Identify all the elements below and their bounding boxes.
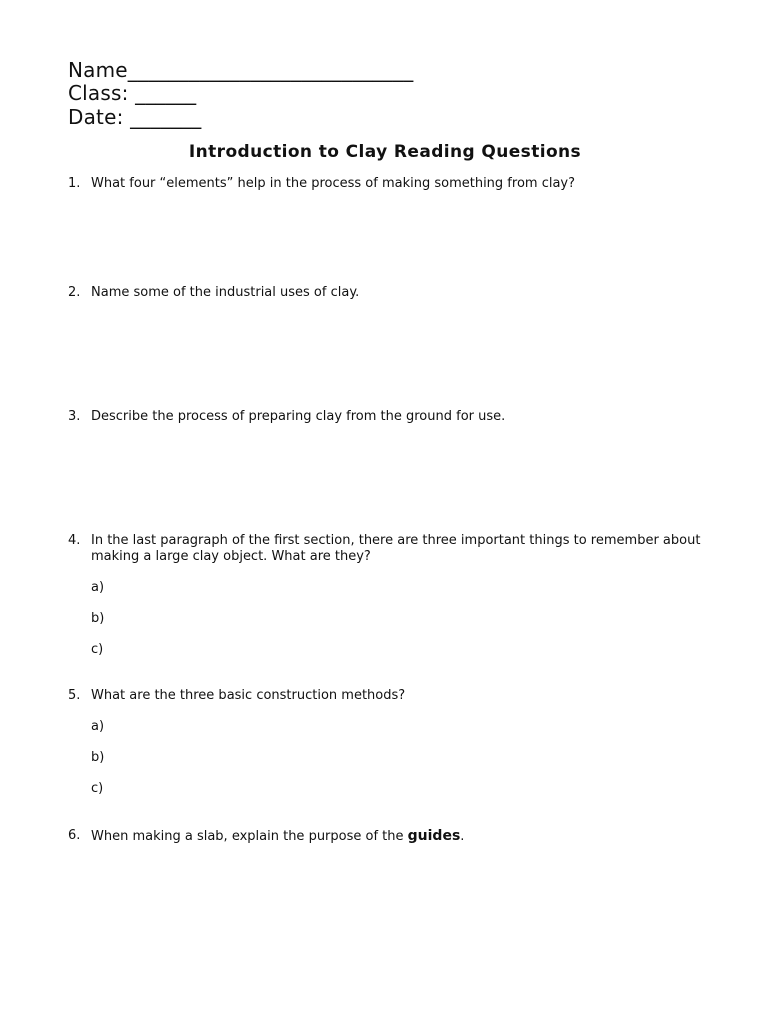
question-number: 1. <box>68 176 81 191</box>
page-title: Introduction to Clay Reading Questions <box>188 142 582 162</box>
question-text <box>91 828 708 845</box>
question-5 <box>68 688 708 704</box>
question-1 <box>68 176 708 192</box>
answer-label-c: c) <box>91 642 104 657</box>
question-text: What are the three basic construction methods? <box>91 688 406 703</box>
question-6 <box>68 828 708 845</box>
date-line: Date: _______ <box>68 105 202 129</box>
question-2 <box>68 285 708 301</box>
question-text: What four “elements” help in the process of making something from clay? <box>91 176 576 191</box>
name-line: Name____________________________ <box>68 58 414 82</box>
answer-label-b: b) <box>91 750 105 765</box>
question-text: Describe the process of preparing clay from the ground for use. <box>91 409 506 424</box>
question-3 <box>68 409 708 425</box>
question-4 <box>68 533 708 565</box>
answer-label-a: a) <box>91 580 105 595</box>
answer-label-b: b) <box>91 611 105 626</box>
question-number: 3. <box>68 409 81 424</box>
question-number: 6. <box>68 828 81 843</box>
question-text-after: . <box>460 829 465 844</box>
question-number: 5. <box>68 688 81 703</box>
question-text: In the last paragraph of the first section, there are three important things to remember about making a large clay object. What are they? <box>91 533 701 564</box>
question-text-before: When making a slab, explain the purpose of the <box>91 829 408 844</box>
question-number: 2. <box>68 285 81 300</box>
question-text: Name some of the industrial uses of clay. <box>91 285 360 300</box>
class-line: Class: ______ <box>68 81 197 105</box>
question-number: 4. <box>68 533 81 548</box>
answer-label-c: c) <box>91 781 104 796</box>
answer-label-a: a) <box>91 719 105 734</box>
emphasized-term: guides <box>407 828 461 844</box>
